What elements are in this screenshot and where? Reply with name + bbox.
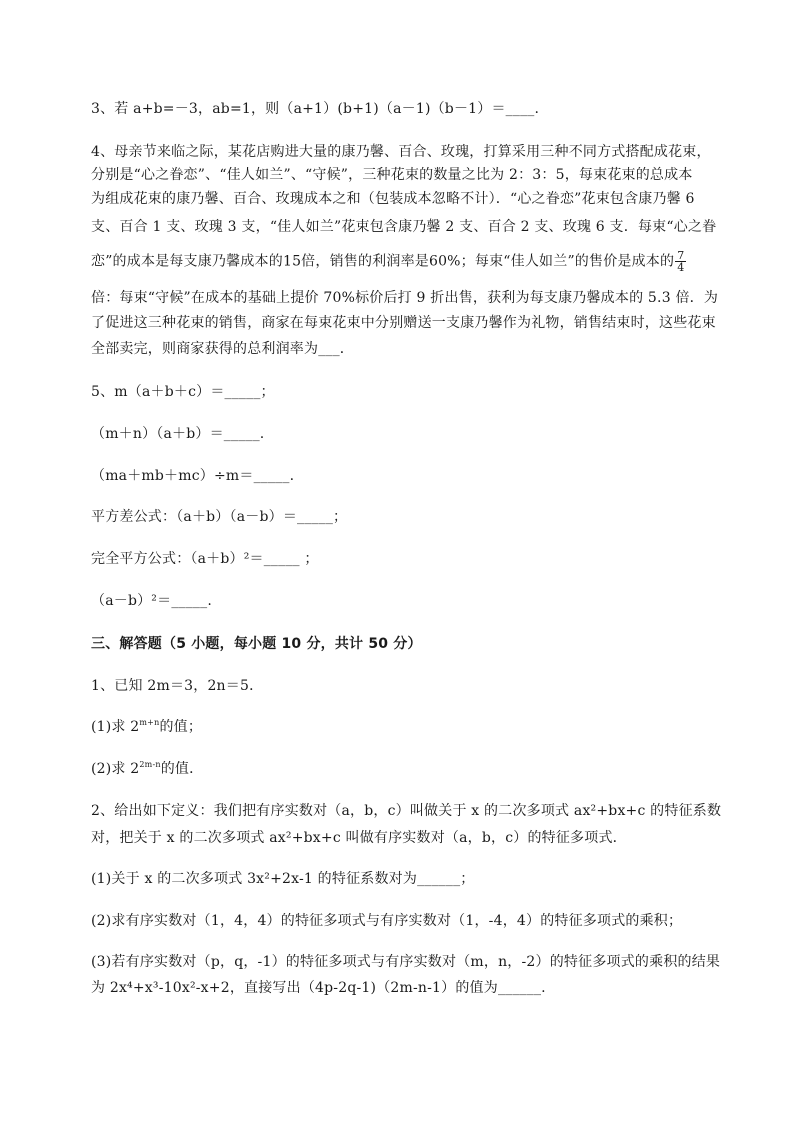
fraction-numerator: 7 bbox=[677, 249, 685, 262]
solve-question-2-line-6: 为 2x⁴+x³-10x²-x+2，直接写出（4p-2q-1)（2m-n-1）的值为______. bbox=[91, 980, 546, 996]
solve-question-2-line-5: (3)若有序实数对（p，q，-1）的特征多项式与有序实数对（m，n，-2）的特征多项式的乘积的结果 bbox=[91, 954, 721, 970]
solve-question-2-line-3: (1)关于 x 的二次多项式 3x²+2x-1 的特征系数对为______； bbox=[91, 871, 475, 887]
solve-question-2-line-4: (2)求有序实数对（1，4，4）的特征多项式与有序实数对（1，-4，4）的特征多项式的乘积； bbox=[91, 913, 683, 929]
question-5-line-4: 平方差公式：（a＋b）（a－b）＝_____； bbox=[91, 509, 348, 525]
part-1-suffix: 的值； bbox=[159, 719, 203, 735]
question-4-line-5-text: 恋”的成本是每支康乃馨成本的15倍，销售的利润率是60%；每束“佳人如兰”的售价是成本的 bbox=[91, 253, 675, 270]
part-1-exponent: m+n bbox=[139, 718, 160, 727]
solve-question-1-part-2 bbox=[91, 758, 742, 780]
question-3: 3、若 a+b=－3，ab=1，则（a+1）(b+1)（a－1)（b－1）＝____. bbox=[91, 101, 540, 117]
part-2-prefix: (2)求 2 bbox=[91, 761, 140, 777]
question-4-line-8: 全部卖完，则商家获得的总利润率为___． bbox=[91, 341, 354, 357]
part-2-suffix: 的值． bbox=[160, 761, 204, 777]
solve-question-2-line-1: 2、给出如下定义：我们把有序实数对（a，b，c）叫做关于 x 的二次多项式 ax²+bx+c 的特征系数 bbox=[91, 803, 722, 819]
question-4-line-1: 4、母亲节来临之际，某花店购进大量的康乃馨、百合、玫瑰，打算采用三种不同方式搭配成花束， bbox=[91, 144, 711, 160]
section-3-heading: 三、解答题（5 小题，每小题 10 分，共计 50 分） bbox=[91, 636, 422, 652]
question-5-line-2: （m＋n）（a＋b）＝_____. bbox=[91, 426, 265, 442]
question-4-line-4: 支、百合 1 支、玫瑰 3 支，“佳人如兰”花束包含康乃馨 2 支、百合 2 支、玫瑰 6 支．每束“心之眷 bbox=[91, 219, 717, 235]
part-1-prefix: (1)求 2 bbox=[91, 719, 140, 735]
question-5-line-6: （a－b）²＝_____. bbox=[91, 593, 212, 609]
solve-question-2-line-2: 对，把关于 x 的二次多项式 ax²+bx+c 叫做有序实数对（a，b，c）的特征多项式． bbox=[91, 830, 627, 846]
question-4-line-7: 了促进这三种花束的销售，商家在每束花束中分别赠送一支康乃馨作为礼物，销售结束时，这些花束 bbox=[91, 315, 716, 331]
part-2-exponent: 2m-n bbox=[139, 760, 161, 769]
question-4-line-5 bbox=[91, 250, 742, 273]
question-4-line-6: 倍：每束“守候”在成本的基础上提价 70%标价后打 9 折出售，获利为每支康乃馨成本的 5.3 倍．为 bbox=[91, 290, 719, 306]
fraction-seven-fourths bbox=[675, 250, 686, 273]
fraction-denominator: 4 bbox=[677, 261, 685, 274]
question-4-line-2: 分别是“心之眷恋”、“佳人如兰”、“守候”，三种花束的数量之比为 2：3：5，每束花束的总成本 bbox=[91, 167, 693, 183]
question-4-line-3: 为组成花束的康乃馨、百合、玫瑰成本之和（包装成本忽略不计）．“心之眷恋”花束包含康乃馨 6 bbox=[91, 191, 695, 207]
solve-question-1-line-1: 1、已知 2m＝3，2n＝5． bbox=[91, 678, 264, 694]
question-5-line-1: 5、m（a＋b＋c）＝_____； bbox=[91, 384, 275, 400]
question-5-line-5: 完全平方公式：（a＋b）²＝_____ ； bbox=[91, 551, 319, 567]
question-5-line-3: （ma＋mb＋mc）÷m＝_____. bbox=[91, 468, 295, 484]
solve-question-1-part-1 bbox=[91, 716, 742, 738]
